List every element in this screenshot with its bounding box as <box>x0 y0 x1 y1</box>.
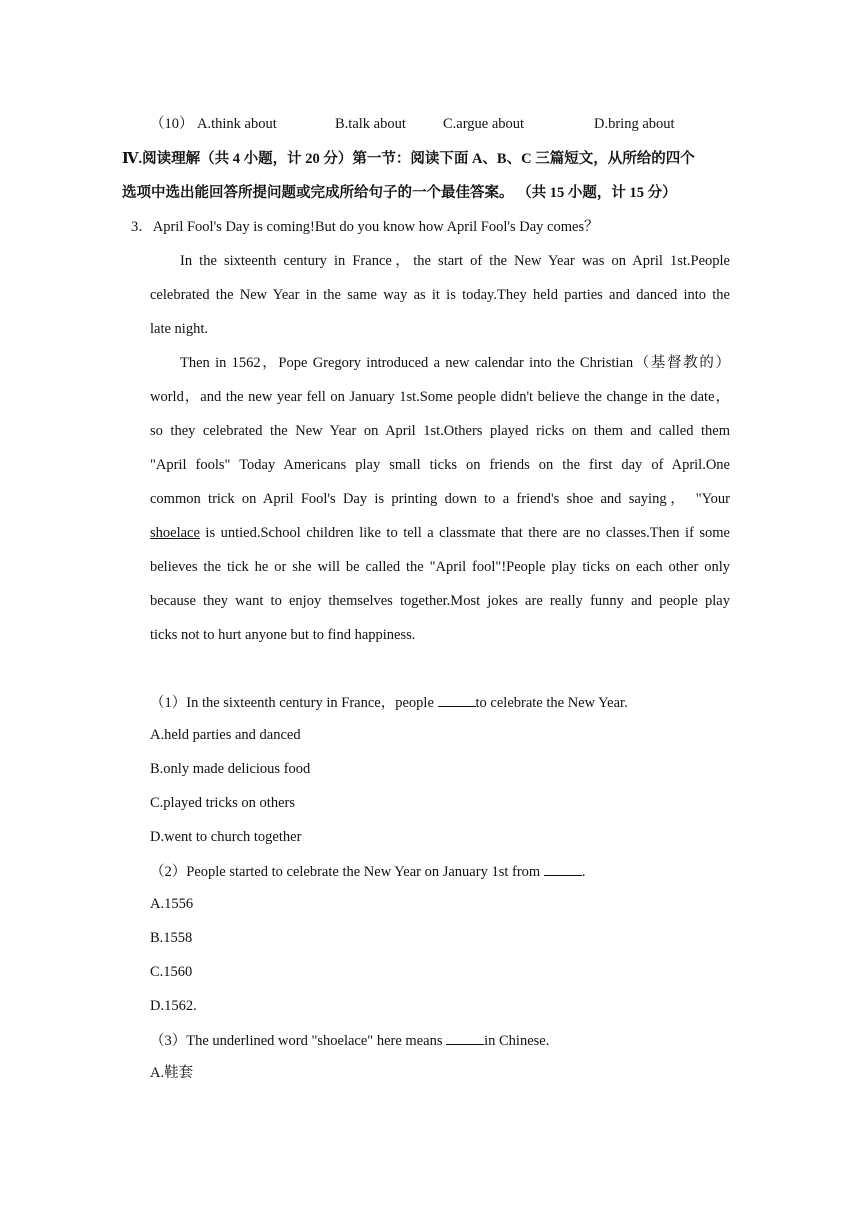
passage-p2-line3: so they celebrated the New Year on April 1st.Others played ricks on them and called them <box>150 423 730 439</box>
answer-blank <box>438 692 476 707</box>
passage-p2-line6 <box>150 524 730 542</box>
question-2-option-a: A.1556 <box>150 896 194 912</box>
question-2-stem-start: （2）People started to celebrate the New Year on January 1st from <box>150 864 544 880</box>
q10-option-b: B.talk about <box>335 116 406 132</box>
q10-option-a: A.think about <box>197 116 277 132</box>
question-1-option-d: D.went to church together <box>150 829 302 845</box>
question-1-stem-end: to celebrate the New Year. <box>475 695 628 711</box>
passage-p2-line8: because they want to enjoy themselves together.Most jokes are really funny and people play <box>150 593 730 609</box>
passage-p2-line9: ticks not to hurt anyone but to find happiness. <box>150 627 416 643</box>
question-1-option-b: B.only made delicious food <box>150 761 311 777</box>
answer-blank <box>544 861 582 876</box>
passage-p2-line4: "April fools" Today Americans play small ticks on friends on the first day of April.One <box>150 457 730 473</box>
passage-p1-line2: celebrated the New Year in the same way as it is today.They held parties and danced into the <box>150 287 730 303</box>
question-1-stem-start: （1）In the sixteenth century in France，people <box>150 695 438 711</box>
question-3-stem <box>150 1030 549 1050</box>
section-heading-line2: 选项中选出能回答所提问题或完成所给句子的一个最佳答案。 （共 15 小题，计 15 分） <box>122 185 677 201</box>
underlined-word-shoelace: shoelace <box>150 525 200 541</box>
q10-option-d: D.bring about <box>594 116 675 132</box>
passage-p2-line7: believes the tick he or she will be called the "April fool"!People play ticks on each other only <box>150 559 730 575</box>
passage-p2-line6-rest: is untied.School children like to tell a classmate that there are no classes.Then if some <box>199 525 730 541</box>
question-1-stem <box>150 692 628 712</box>
question-1-option-c: C.played tricks on others <box>150 795 295 811</box>
question-2-option-d: D.1562. <box>150 998 197 1014</box>
passage-p2-line1: Then in 1562，Pope Gregory introduced a new calendar into the Christian（基督教的） <box>180 355 730 371</box>
question-2-stem <box>150 861 585 881</box>
passage-heading: 3．April Fool's Day is coming!But do you know how April Fool's Day comes？ <box>131 219 599 235</box>
answer-blank <box>446 1030 484 1045</box>
q10-number: （10） <box>150 116 194 132</box>
q10-option-c: C.argue about <box>443 116 525 132</box>
question-2-stem-end: . <box>581 864 586 880</box>
question-2-option-c: C.1560 <box>150 964 193 980</box>
question-3-stem-start: （3）The underlined word "shoelace" here means <box>150 1033 447 1049</box>
question-2-option-b: B.1558 <box>150 930 193 946</box>
passage-p1-line1: In the sixteenth century in France，the start of the New Year was on April 1st.People <box>180 253 730 269</box>
section-heading-line1: Ⅳ.阅读理解（共 4 小题，计 20 分）第一节：阅读下面 A、B、C 三篇短文，从所给的四个 <box>122 151 695 167</box>
question-3-stem-end: in Chinese. <box>484 1033 550 1049</box>
passage-p1-line3: late night. <box>150 321 208 337</box>
question-1-option-a: A.held parties and danced <box>150 727 301 743</box>
passage-p2-line2: world，and the new year fell on January 1st.Some people didn't believe the change in the date， <box>150 389 730 405</box>
question-3-option-a: A.鞋套 <box>150 1065 194 1081</box>
passage-p2-line5: common trick on April Fool's Day is printing down to a friend's shoe and saying， "Your <box>150 491 730 507</box>
